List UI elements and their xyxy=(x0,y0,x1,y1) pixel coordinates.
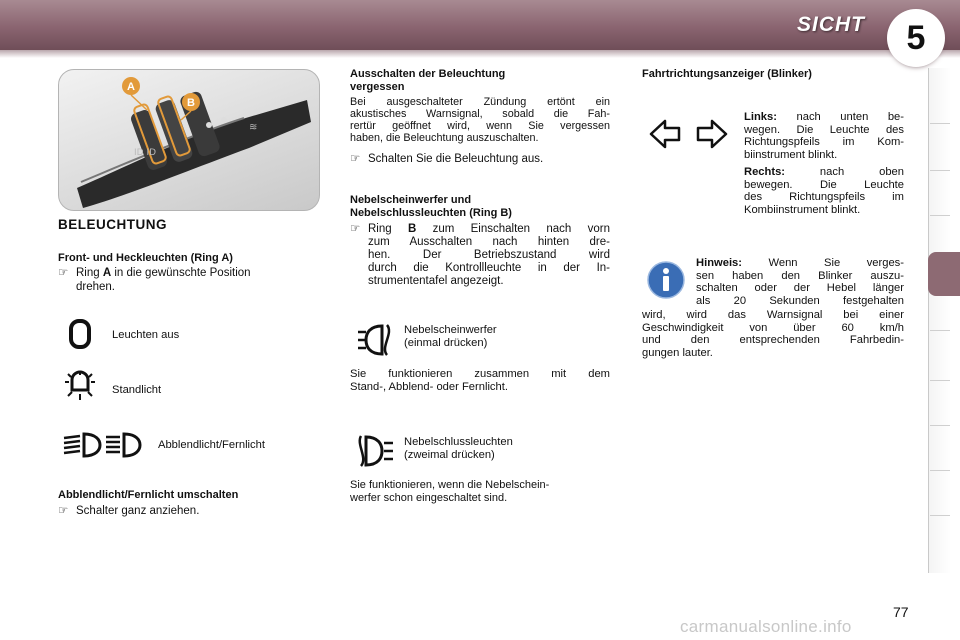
note-text-top: Hinweis: Wenn Sie verges- sen haben den Blinker auszu- schalten oder der Hebel länger als 20 Sekunden festgehalten xyxy=(696,257,904,307)
tab-divider xyxy=(930,515,950,516)
tab-divider xyxy=(930,330,950,331)
tab-divider xyxy=(930,380,950,381)
dipped-main-beam-icon xyxy=(62,430,146,465)
turn-right-arrow-icon xyxy=(695,117,729,156)
page-number: 77 xyxy=(893,604,909,620)
ring-b-instruction: ☞ Ring B zum Einschalten nach vorn zum Ausschalten nach hinten dre- hen. Der Betriebszustand wird durch die Kontrollleuchte in der In- strumententafel angezeigt. xyxy=(350,223,610,287)
info-icon xyxy=(646,260,686,305)
position-label: Abblendlicht/Fernlicht xyxy=(158,439,265,451)
subheading-lights-forgotten: Ausschalten der Beleuchtung vergessen xyxy=(350,68,506,93)
tab-divider xyxy=(930,215,950,216)
lights-off-instruction: ☞ Schalten Sie die Beleuchtung aus. xyxy=(350,153,544,165)
tab-divider xyxy=(930,123,950,124)
turn-left-text: Links: nach unten be- wegen. Die Leuchte des Richtungspfeils im Kom- biinstrument blinkt. xyxy=(744,111,904,161)
note-text-bottom: wird, wird das Warnsignal bei einer Geschwindigkeit von über 60 km/h und den entsprechenden Fahrbedin- gungen lauter. xyxy=(642,309,904,359)
ring-a-label: A xyxy=(127,81,135,93)
ring-b-label: B xyxy=(187,97,195,109)
lights-forgotten-text: Bei ausgeschalteter Zündung ertönt ein akustisches Warnsignal, sobald die Fah- rertür geöffnet wird, wenn Sie vergessen haben, die Beleuchtung auszuschalten. xyxy=(350,96,610,144)
ring-a-instruction: ☞ Ring A in die gewünschte Position drehen. xyxy=(58,267,251,293)
chapter-tab-strip xyxy=(928,68,951,573)
section-heading-lighting: BELEUCHTUNG xyxy=(58,217,167,232)
bullet-icon: ☞ xyxy=(58,267,69,279)
subheading-beam-switch: Abblendlicht/Fernlicht umschalten xyxy=(58,489,239,501)
rear-fog-light-icon xyxy=(356,434,396,473)
bullet-icon: ☞ xyxy=(350,153,361,165)
svg-text:ID ID: ID ID xyxy=(134,148,157,158)
watermark: carmanualsonline.info xyxy=(680,617,852,636)
sidelights-icon xyxy=(60,370,100,411)
tab-divider xyxy=(930,425,950,426)
tab-divider xyxy=(930,470,950,471)
lights-off-icon xyxy=(64,318,98,355)
chapter-title: SICHT xyxy=(797,13,865,36)
chapter-number-badge xyxy=(890,12,942,64)
light-stalk-photo xyxy=(58,69,320,211)
header-shadow xyxy=(0,50,960,58)
position-label: Leuchten aus xyxy=(112,329,180,341)
rear-fog-label: Nebelschlussleuchten (zweimal drücken) xyxy=(404,436,513,462)
turn-left-arrow-icon xyxy=(648,117,682,156)
front-fog-note: Sie funktionieren zusammen mit dem Stand-, Abblend- oder Fernlicht. xyxy=(350,368,610,394)
subheading-turn-signals: Fahrtrichtungsanzeiger (Blinker) xyxy=(642,68,812,80)
rear-fog-note: Sie funktionieren, wenn die Nebelschein- werfer schon eingeschaltet sind. xyxy=(350,479,550,504)
bullet-icon: ☞ xyxy=(350,223,361,235)
subheading-fog-lights: Nebelscheinwerfer und Nebelschlussleuchten (Ring B) xyxy=(350,194,512,219)
bullet-icon: ☞ xyxy=(58,505,69,517)
chapter-number: 5 xyxy=(906,18,926,57)
svg-text:≋: ≋ xyxy=(249,122,258,133)
turn-right-text: Rechts: nach oben bewegen. Die Leuchte des Richtungspfeils im Kombiinstrument blinkt. xyxy=(744,166,904,216)
chapter-tab-active[interactable] xyxy=(928,252,960,296)
tab-divider xyxy=(930,170,950,171)
subheading-front-rear-lights: Front- und Heckleuchten (Ring A) xyxy=(58,252,233,264)
position-label: Standlicht xyxy=(112,384,162,396)
beam-switch-instruction: ☞ Schalter ganz anziehen. xyxy=(58,505,200,517)
front-fog-light-icon xyxy=(356,323,396,362)
front-fog-label: Nebelscheinwerfer (einmal drücken) xyxy=(404,324,497,350)
